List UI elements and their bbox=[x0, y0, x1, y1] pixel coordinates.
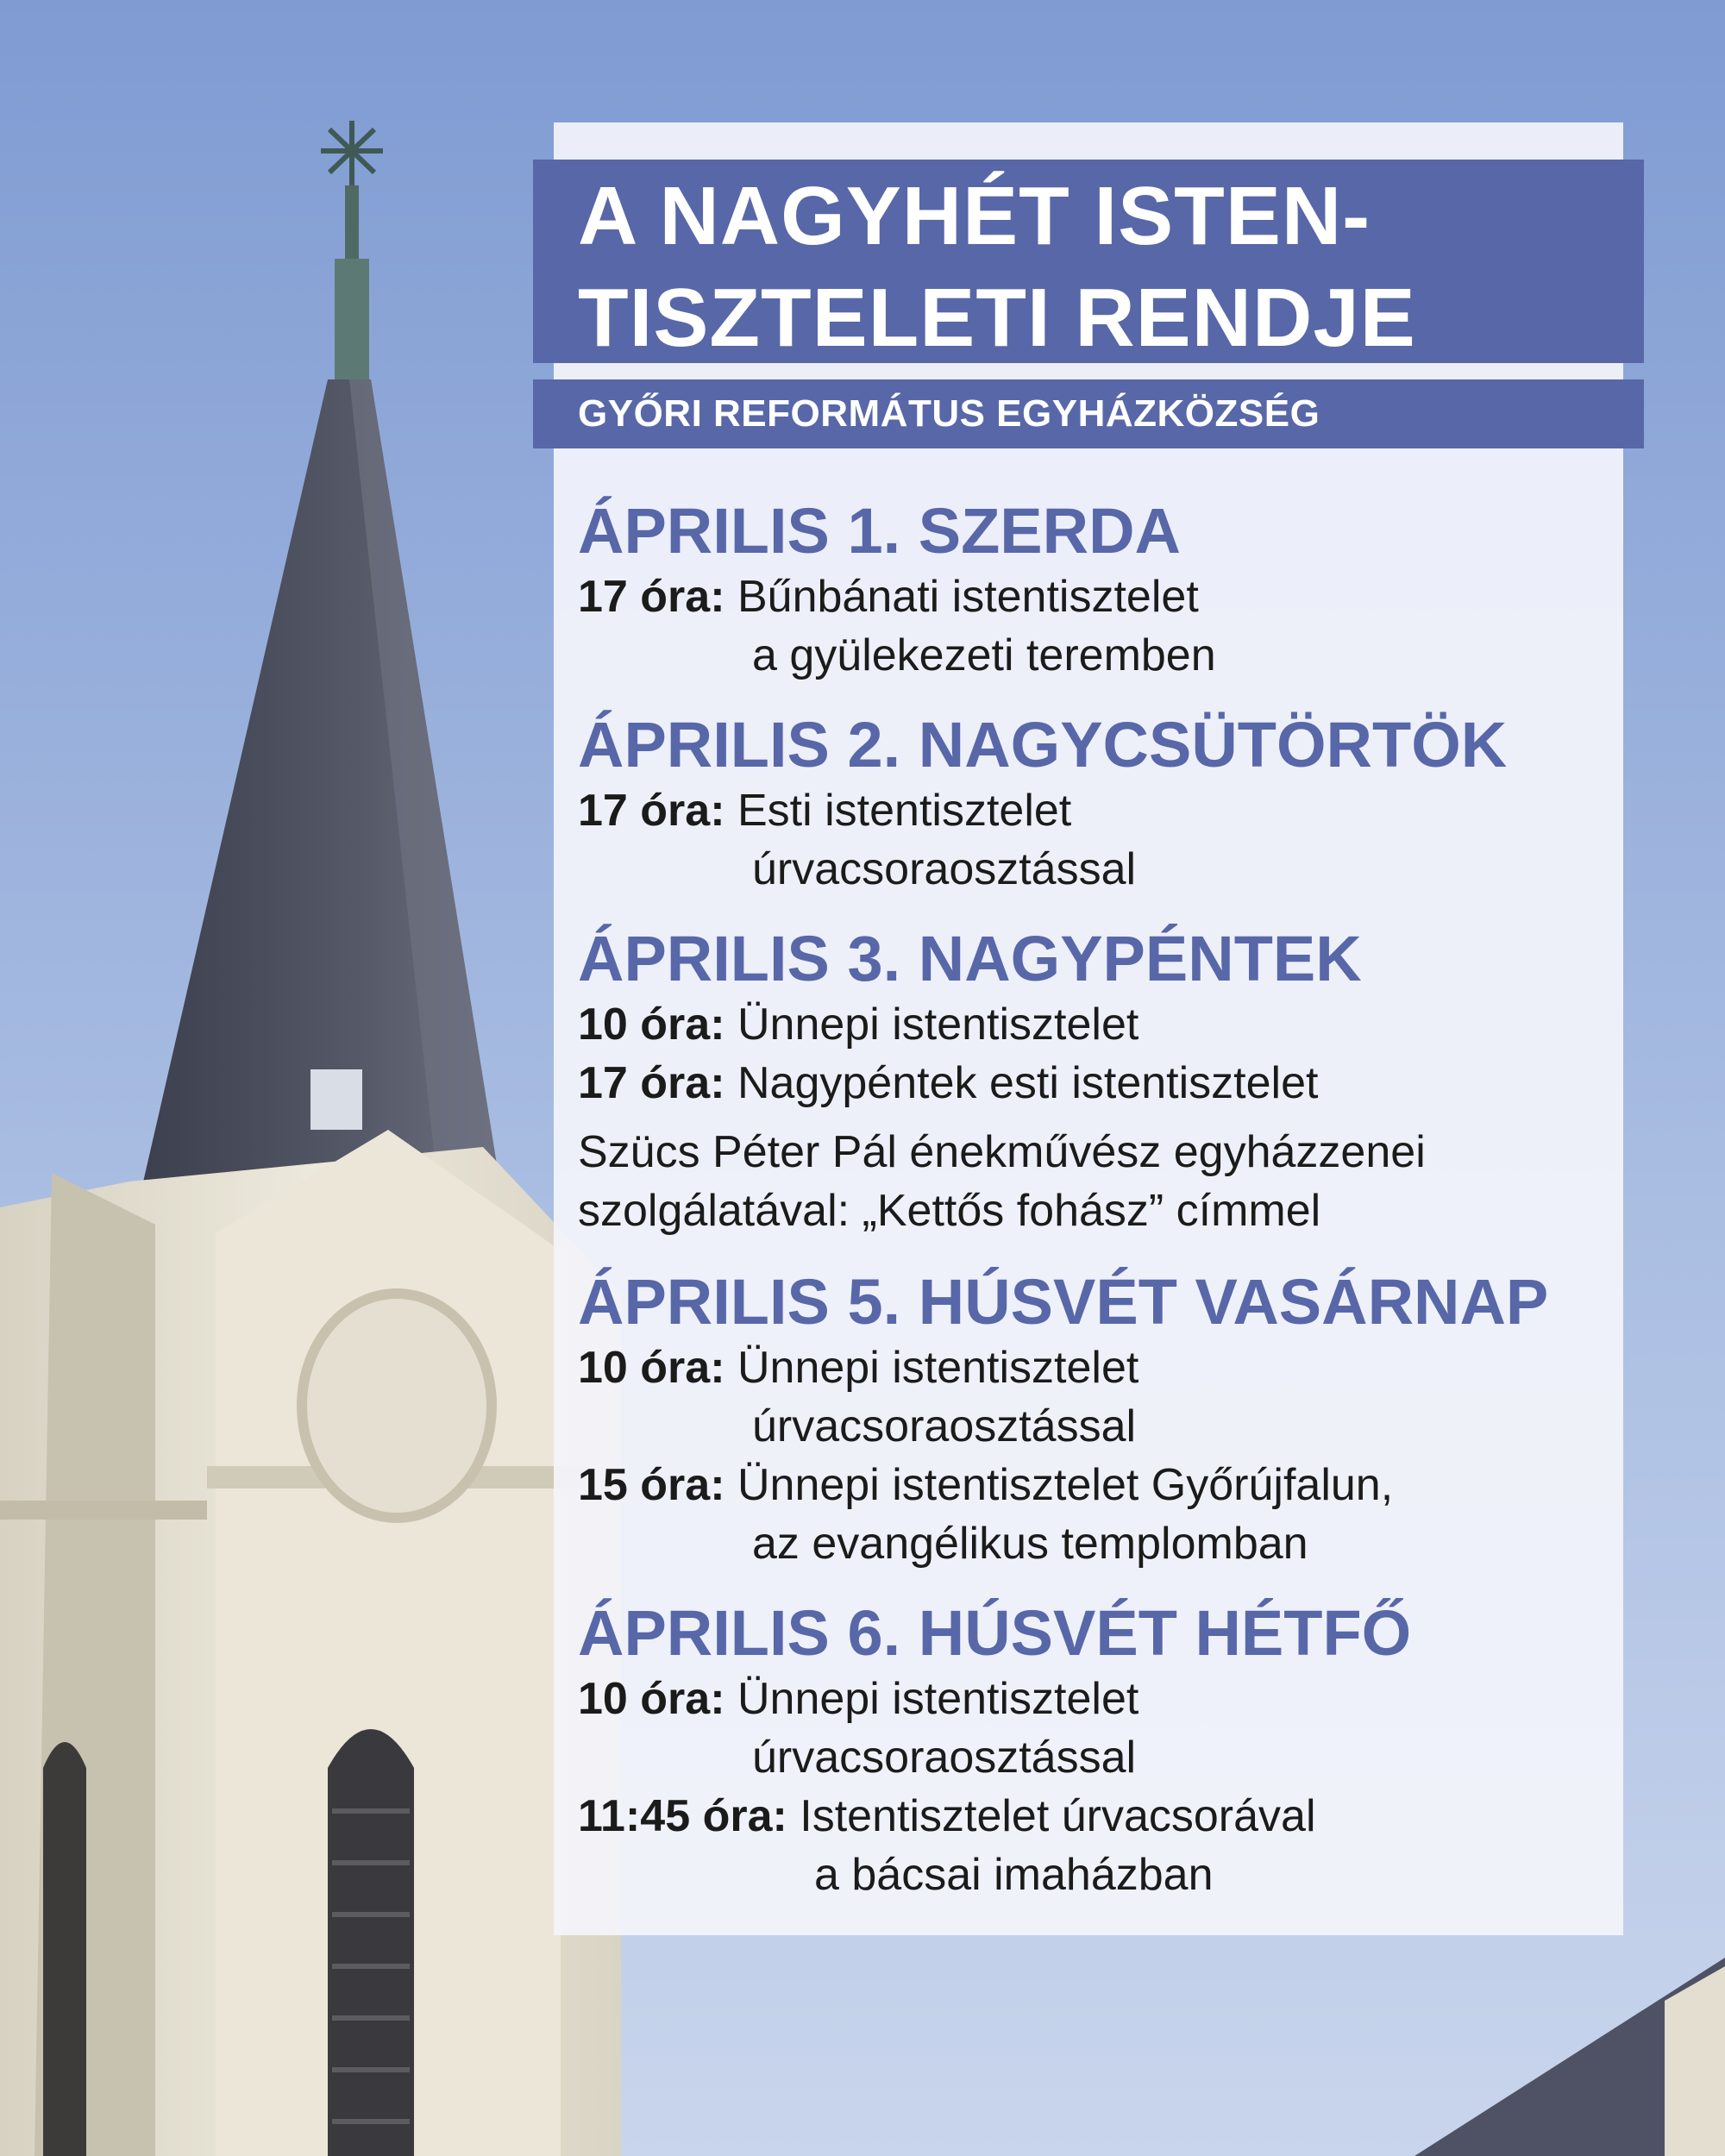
schedule-time: 11:45 óra: bbox=[578, 1791, 787, 1841]
page-title bbox=[578, 166, 1630, 369]
schedule-text: az evangélikus templomban bbox=[752, 1519, 1308, 1569]
congregation-subtitle: GYŐRI REFORMÁTUS EGYHÁZKÖZSÉG bbox=[578, 392, 1320, 435]
schedule-time: 10 óra: bbox=[578, 1343, 725, 1393]
schedule-line bbox=[578, 1846, 1214, 1904]
schedule-text: Szücs Péter Pál énekművész egyházzenei bbox=[578, 1127, 1426, 1177]
day-heading: ÁPRILIS 1. SZERDA bbox=[578, 495, 1181, 567]
schedule-time: 17 óra: bbox=[578, 1058, 725, 1108]
schedule-line bbox=[578, 781, 1071, 840]
schedule-time: 15 óra: bbox=[578, 1460, 725, 1510]
schedule-text: Ünnepi istentisztelet bbox=[737, 1343, 1139, 1393]
schedule-text: Ünnepi istentisztelet bbox=[737, 1000, 1139, 1050]
schedule-text: Ünnepi istentisztelet Győrújfalun, bbox=[737, 1460, 1394, 1510]
schedule-line bbox=[578, 1054, 1318, 1112]
schedule-line bbox=[578, 1670, 1138, 1728]
title-line-1: A NAGYHÉT ISTEN- bbox=[578, 170, 1371, 262]
schedule-time: 10 óra: bbox=[578, 1674, 725, 1724]
schedule-line bbox=[578, 1787, 1316, 1846]
schedule-line bbox=[578, 567, 1199, 626]
schedule-text: úrvacsoraosztással bbox=[752, 1733, 1137, 1783]
schedule-line bbox=[578, 840, 1136, 899]
schedule-text: úrvacsoraosztással bbox=[752, 1401, 1137, 1451]
schedule-text: úrvacsoraosztással bbox=[752, 844, 1137, 894]
schedule-text: Istentisztelet úrvacsorával bbox=[800, 1791, 1316, 1841]
schedule-time: 17 óra: bbox=[578, 786, 725, 836]
schedule-text: Nagypéntek esti istentisztelet bbox=[737, 1058, 1319, 1108]
schedule-text: Esti istentisztelet bbox=[737, 786, 1072, 836]
schedule-line bbox=[578, 1456, 1393, 1514]
schedule-line bbox=[578, 995, 1138, 1054]
schedule-text: Ünnepi istentisztelet bbox=[737, 1674, 1139, 1724]
schedule-text: a bácsai imaházban bbox=[814, 1850, 1214, 1900]
schedule-line bbox=[578, 1397, 1136, 1456]
title-line-2: TISZTELETI RENDJE bbox=[578, 272, 1416, 364]
schedule-time: 17 óra: bbox=[578, 572, 725, 622]
schedule-note bbox=[578, 1181, 1320, 1240]
day-heading: ÁPRILIS 3. NAGYPÉNTEK bbox=[578, 923, 1362, 994]
schedule-note bbox=[578, 1123, 1426, 1181]
schedule-text: szolgálatával: „Kettős fohász” címmel bbox=[578, 1186, 1321, 1236]
day-heading: ÁPRILIS 5. HÚSVÉT VASÁRNAP bbox=[578, 1266, 1549, 1338]
day-heading: ÁPRILIS 6. HÚSVÉT HÉTFŐ bbox=[578, 1597, 1412, 1669]
schedule-line bbox=[578, 626, 1216, 685]
schedule-time: 10 óra: bbox=[578, 1000, 725, 1050]
schedule-line bbox=[578, 1728, 1136, 1787]
day-heading: ÁPRILIS 2. NAGYCSÜTÖRTÖK bbox=[578, 709, 1508, 780]
schedule-line bbox=[578, 1514, 1308, 1573]
schedule-text: a gyülekezeti teremben bbox=[752, 630, 1216, 680]
schedule-text: Bűnbánati istentisztelet bbox=[737, 572, 1199, 622]
schedule-line bbox=[578, 1338, 1138, 1397]
